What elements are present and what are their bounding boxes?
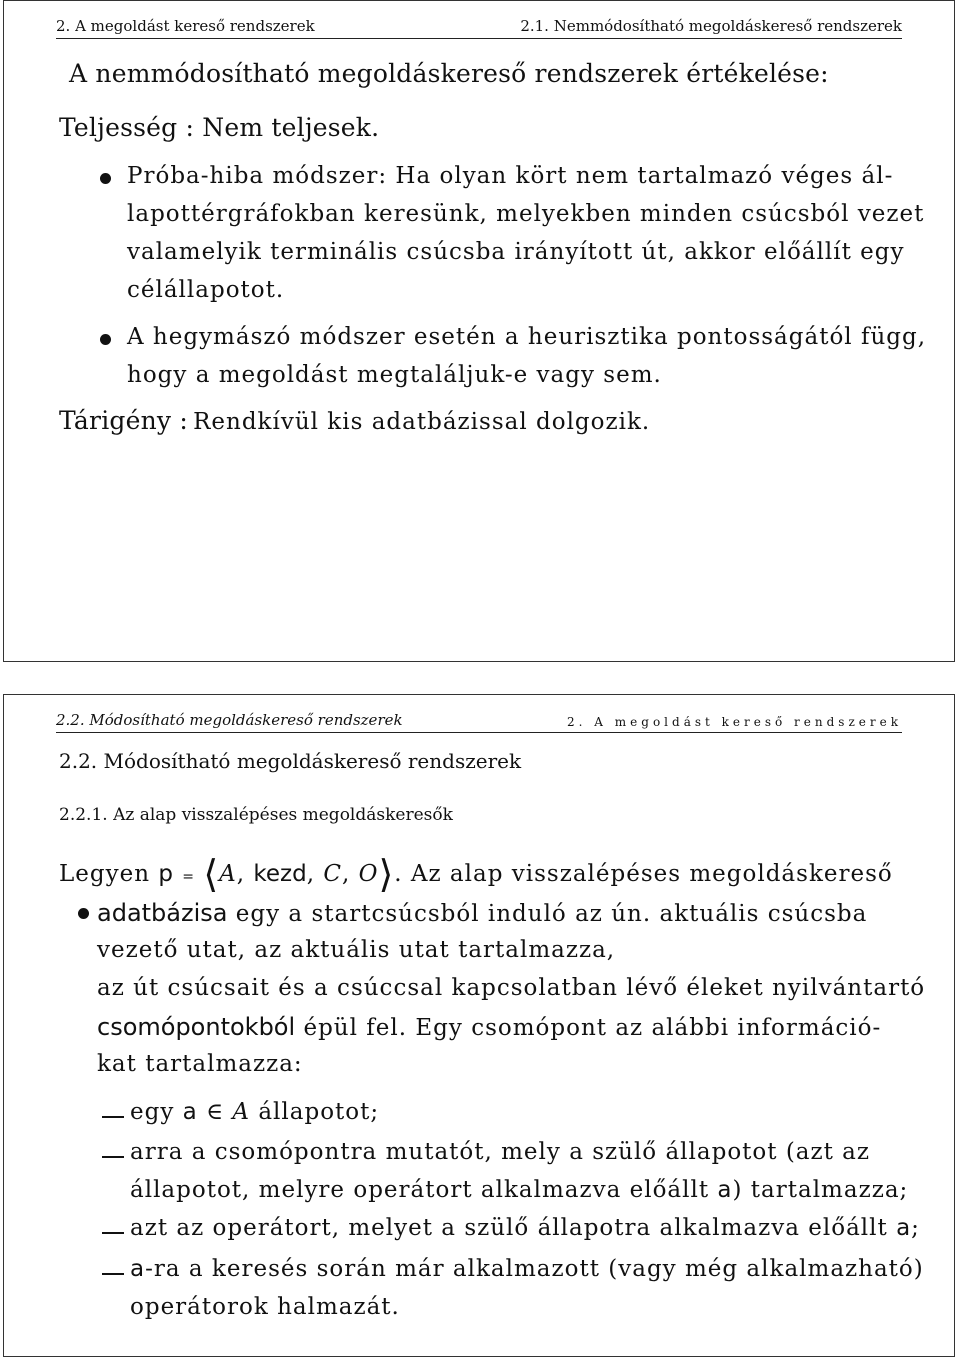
section-heading: 2.2. Módosítható megoldáskereső rendszerek [59,749,522,773]
item-3 [130,1215,920,1241]
item-4-line-1 [130,1256,924,1282]
bullet-2-line-2: hogy a megoldást megtaláljuk-e vagy sem. [127,362,662,388]
item-4-line-2: operátorok halmazát. [130,1294,400,1320]
completeness-value: Nem teljesek. [202,113,380,142]
kezd-var: kezd [253,861,307,887]
item-2-line-2 [130,1177,908,1203]
db-line-3: az út csúcsait és a csúccsal kapcsolatban lévő éleket nyilvántartó [97,975,926,1001]
intro-suffix: . Az alap visszalépéses megoldáskereső [394,861,893,887]
bullet-1-line-4: célállapotot. [127,277,285,303]
dash-icon [102,1232,124,1234]
item-1-var: a [182,1099,198,1125]
item-3-a: azt az operátort, melyet a szülő állapotra alkalmazva előállt [130,1215,888,1241]
bullet-2-line-1: A hegymászó módszer esetén a heurisztika pontosságától függ, [127,324,927,350]
intro-line: Legyen p = ⟨A, kezd, C, O⟩. Az alap visszalépéses megoldáskereső [59,852,893,896]
bullet-1-line-3: valamelyik terminális csúcsba irányított út, akkor előállít egy [127,239,905,265]
bullet-icon [78,908,89,919]
set-A: A [219,861,237,887]
slide-title: A nemmódosítható megoldáskereső rendszerek értékelése: [69,59,829,88]
dash-icon [102,1156,124,1158]
db-line-5: kat tartalmazza: [97,1051,303,1077]
slide-header [56,705,902,733]
db-line-4-rest: épül fel. Egy csomópont az alábbi információ- [303,1015,882,1041]
item-2-a: állapotot, melyre operátort alkalmazva előállt [130,1177,710,1203]
right-angle-icon: ⟩ [378,852,395,896]
slide-header [56,11,902,39]
header-right: 2.1. Nemmódosítható megoldáskereső rendszerek [520,17,902,35]
db-line-1-rest: egy a startcsúcsból induló az ún. aktuális csúcsba [235,901,868,927]
db-line-4 [97,1013,881,1041]
dash-icon [102,1273,124,1275]
slide-2 [3,694,955,1357]
left-angle-icon: ⟨ [203,852,220,896]
item-4-var: a [130,1256,146,1282]
storage-label: Tárigény : [59,406,188,435]
set-C: C [323,861,342,887]
storage-value: Rendkívül kis adatbázissal dolgozik. [193,409,651,435]
element-of-icon: ∈ [206,1099,225,1125]
slide-1 [3,0,955,662]
set-O: O [358,861,379,887]
intro-var-p: p [158,861,174,887]
header-left: 2.2. Módosítható megoldáskereső rendszerek [56,711,403,729]
item-2-b: ) tartalmazza; [732,1177,909,1203]
item-3-b: ; [911,1215,920,1241]
completeness-label: Teljesség : [59,113,195,142]
db-line-2: vezető utat, az aktuális utat tartalmazza, [97,937,616,963]
db-word: adatbázisa [97,899,228,927]
item-1-set: A [232,1099,251,1125]
intro-prefix: Legyen [59,861,151,887]
intro-equals: = [182,869,195,885]
item-2-var: a [717,1177,733,1203]
bullet-1-line-2: lapottérgráfokban keresünk, melyekben minden csúcsból vezet [127,201,925,227]
header-right: 2. A megoldást kereső rendszerek [567,715,902,729]
item-2-line-1: arra a csomópontra mutatót, mely a szülő állapotot (azt az [130,1139,871,1165]
bullet-icon [100,173,111,184]
item-4-a: -ra a keresés során már alkalmazott (vagy még alkalmazható) [145,1256,924,1282]
item-1 [130,1099,379,1125]
storage-line [59,406,650,435]
item-1-a: egy [130,1099,175,1125]
item-3-var: a [896,1215,912,1241]
dash-icon [102,1116,124,1118]
completeness-line [59,113,379,142]
bullet-icon [100,334,111,345]
header-left: 2. A megoldást kereső rendszerek [56,17,315,35]
subsection-heading: 2.2.1. Az alap visszalépéses megoldáskeresők [59,805,453,825]
bullet-1-line-1: Próba-hiba módszer: Ha olyan kört nem tartalmazó véges ál- [127,163,894,189]
item-1-b: állapotot; [258,1099,380,1125]
node-word: csomópontokból [97,1013,296,1041]
db-line-1 [97,899,867,927]
